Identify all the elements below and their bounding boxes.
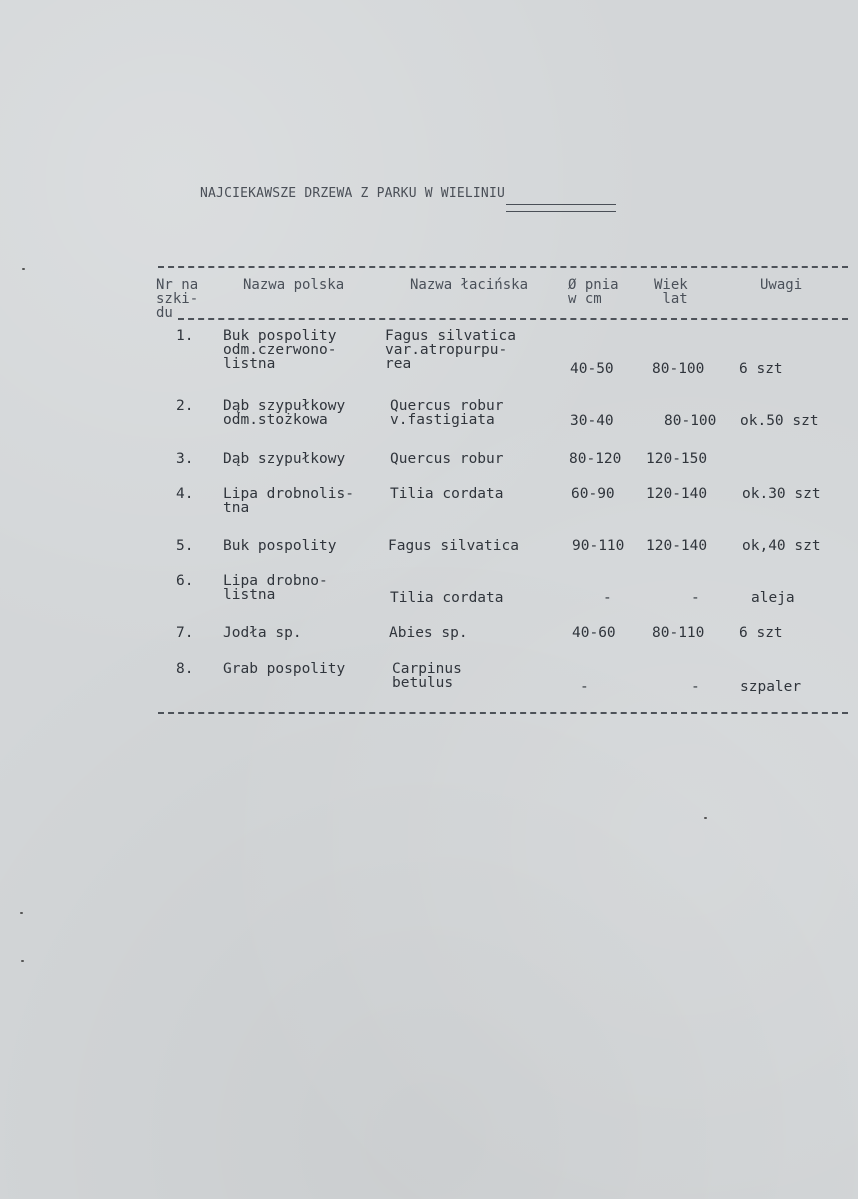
table-top-rule [158, 266, 848, 268]
age: - [691, 590, 700, 606]
title-double-underline [506, 204, 616, 212]
row-number: 3. [176, 451, 194, 467]
polish-name: Dąb szypułkowy odm.stożkowa [223, 398, 346, 428]
trunk-diameter: 90-110 [572, 538, 625, 554]
latin-name: Tilia cordata [390, 590, 504, 606]
trunk-diameter: - [580, 679, 589, 695]
age: 80-110 [652, 625, 705, 641]
header-latin-name: Nazwa łacińska [410, 277, 529, 293]
age: 80-100 [664, 413, 717, 429]
polish-name: Jodła sp. [223, 625, 302, 641]
trunk-diameter: 80-120 [569, 451, 622, 467]
paper-speck [22, 268, 25, 270]
row-number: 6. [176, 573, 194, 589]
latin-name: Carpinus betulus [392, 661, 462, 691]
polish-name: Lipa drobnolis- tna [223, 486, 354, 516]
polish-name: Dąb szypułkowy [223, 451, 346, 467]
age: 120-140 [646, 486, 708, 502]
latin-name: Fagus silvatica [388, 538, 519, 554]
remarks: ok.50 szt [740, 413, 819, 429]
remarks: 6 szt [739, 361, 783, 377]
paper-speck [704, 817, 707, 819]
row-number: 2. [176, 398, 194, 414]
row-number: 1. [176, 328, 194, 344]
remarks: szpaler [740, 679, 802, 695]
header-remarks: Uwagi [760, 277, 803, 293]
trunk-diameter: 30-40 [570, 413, 614, 429]
row-number: 7. [176, 625, 194, 641]
trunk-diameter: 40-60 [572, 625, 616, 641]
age: - [691, 679, 700, 695]
latin-name: Fagus silvatica var.atropurpu- rea [385, 328, 516, 372]
trunk-diameter: 60-90 [571, 486, 615, 502]
page-title: NAJCIEKAWSZE DRZEWA Z PARKU W WIELINIU [200, 186, 506, 201]
age: 120-140 [646, 538, 708, 554]
remarks: ok.30 szt [742, 486, 821, 502]
remarks: aleja [751, 590, 795, 606]
header-age: Wiek lat [654, 277, 688, 307]
latin-name: Quercus robur v.fastigiata [390, 398, 504, 428]
age: 120-150 [646, 451, 708, 467]
latin-name: Tilia cordata [390, 486, 504, 502]
polish-name: Buk pospolity odm.czerwono- listna [223, 328, 337, 372]
paper-speck [20, 912, 23, 914]
header-bottom-rule [178, 318, 848, 320]
remarks: 6 szt [739, 625, 783, 641]
row-number: 8. [176, 661, 194, 677]
polish-name: Buk pospolity [223, 538, 337, 554]
trunk-diameter: - [603, 590, 612, 606]
latin-name: Quercus robur [390, 451, 504, 467]
paper-speck [21, 960, 24, 962]
polish-name: Grab pospolity [223, 661, 346, 677]
row-number: 4. [176, 486, 194, 502]
header-nr: Nr na szki- du [156, 277, 199, 321]
latin-name: Abies sp. [389, 625, 468, 641]
table-bottom-rule [158, 712, 848, 714]
header-polish-name: Nazwa polska [243, 277, 345, 293]
header-trunk-diameter: Ø pnia w cm [568, 277, 619, 307]
age: 80-100 [652, 361, 705, 377]
trunk-diameter: 40-50 [570, 361, 614, 377]
remarks: ok,40 szt [742, 538, 821, 554]
row-number: 5. [176, 538, 194, 554]
polish-name: Lipa drobno- listna [223, 573, 328, 603]
